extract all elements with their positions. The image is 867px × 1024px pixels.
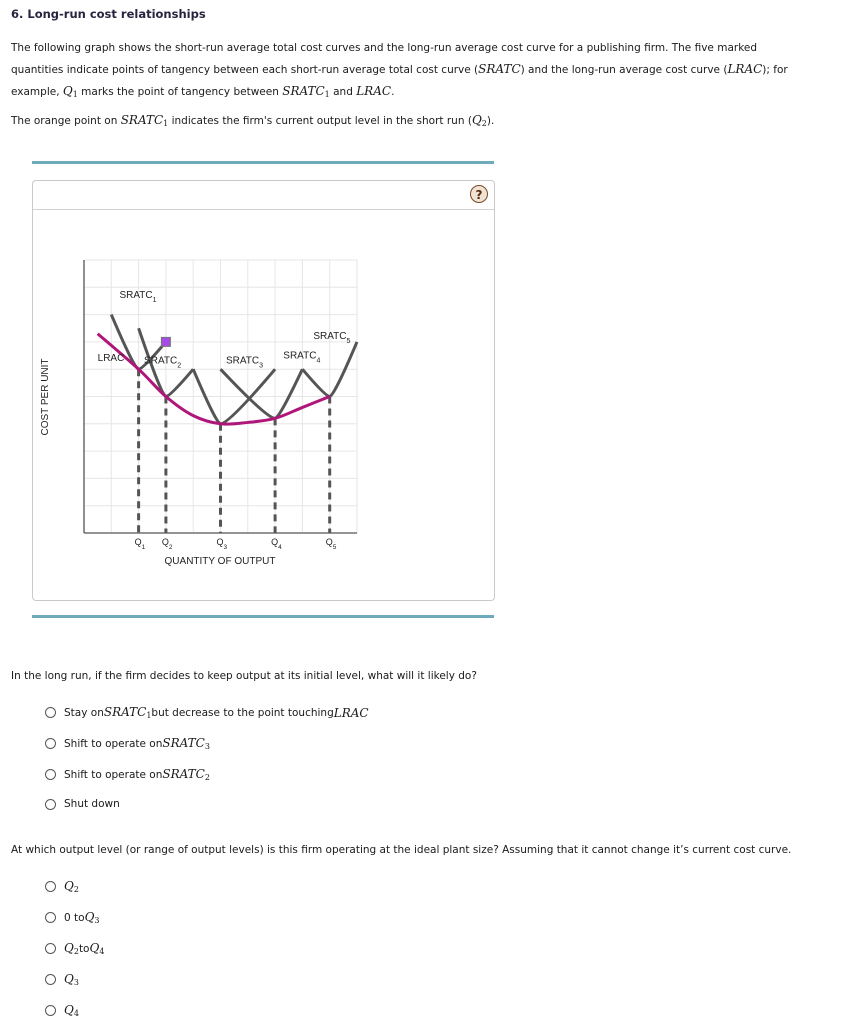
radio-button[interactable] [45,1005,56,1016]
option-text: to [78,942,90,955]
sratc4-label: $SRATC_4$ [283,350,321,365]
current-output-point[interactable] [161,337,170,346]
text: SRATC [120,113,164,127]
text: marks the point of tangency between [77,86,283,98]
radio-button[interactable] [45,707,56,718]
question-2-prompt: At which output level (or range of output levels) is this firm operating at the ideal plant size? Assuming that it cannot change it’s current cost curve. [11,844,792,856]
subscript: 1 [146,711,152,720]
option-text: Stay on [64,706,104,719]
text: Q [471,113,482,127]
math-lrac: LRAC [727,62,763,76]
math-sratc: SRATC [478,62,521,76]
question-1-prompt: In the long run, if the firm decides to keep output at its initial level, what will it likely do? [11,670,477,682]
radio-button[interactable] [45,912,56,923]
option-text: but decrease to the point touching [151,706,334,719]
math-q: $Q_2$ [64,941,79,956]
text: Q [62,84,73,98]
x-tick-labels [135,537,337,551]
radio-button[interactable] [45,799,56,810]
option-text: 0 to [64,911,85,924]
text: example, [11,86,63,98]
subscript: 3 [73,978,79,987]
radio-button[interactable] [45,943,56,954]
option-text: Shut down [64,798,120,810]
sratc5-label: $SRATC_5$ [313,331,351,346]
option-text: Shift to operate on [64,768,163,781]
intro-line-1: The following graph shows the short-run average total cost curves and the long-run average cost curve for a publishing firm. The five marked [11,42,758,54]
radio-button[interactable] [45,738,56,749]
lrac-label: LRAC [97,353,125,365]
subscript: 3 [94,916,100,925]
x-tick-q4: $Q_4$ [271,537,282,551]
subscript: 2 [73,947,79,956]
option-text: Shift to operate on [64,737,163,750]
subscript: 2 [204,773,210,782]
curve-labels [98,290,351,370]
q2-option-5[interactable] [45,1003,79,1018]
math-sratc: $SRATC_2$ [162,767,210,782]
q1-option-4[interactable] [45,798,120,810]
q2-option-3[interactable] [45,941,104,956]
x-tick-q2: $Q_2$ [161,537,173,551]
math-sratc: $SRATC_1$ [103,705,152,720]
q2-option-4[interactable] [45,972,79,987]
subscript: 4 [73,1009,79,1018]
sratc1-label: $SRATC_1$ [119,290,157,305]
radio-button[interactable] [45,974,56,985]
q1-option-3[interactable] [45,767,210,782]
q2-option-2[interactable] [45,910,100,925]
subscript: 3 [204,742,210,751]
radio-button[interactable] [45,881,56,892]
sratc2-label: $SRATC_2$ [144,355,182,370]
text: quantities indicate points of tangency between each short-run average total cost curve ( [11,64,479,76]
x-tick-q1: $Q_1$ [134,537,146,551]
text: ) and the long-run average cost curve ( [520,64,728,76]
math-q: $Q_4$ [64,1003,79,1018]
sub: 1 [324,90,330,99]
math-lrac: LRAC [333,705,369,720]
text: The orange point on [11,115,121,127]
math-q: $Q_3$ [84,910,100,925]
x-axis-label: QUANTITY OF OUTPUT [164,556,276,567]
sub: 1 [163,119,169,128]
text: ); for [762,64,788,76]
radio-button[interactable] [45,769,56,780]
text: ). [486,115,495,127]
text: and [329,86,357,98]
text: . [391,86,395,98]
x-tick-q5: $Q_5$ [325,537,337,551]
x-tick-q3: $Q_3$ [216,537,228,551]
text: indicates the firm's current output level in the short run ( [168,115,472,127]
sub: 1 [72,90,78,99]
math-q: $Q_3$ [64,972,79,987]
math-lrac: LRAC [356,84,392,98]
subscript: 2 [73,885,79,894]
divider-bottom [32,615,494,618]
math-sratc: $SRATC_3$ [162,736,210,751]
sratc4-curve [221,369,303,418]
math-q: $Q_4$ [89,941,105,956]
q2-option-1[interactable] [45,879,79,894]
sratc3-label: $SRATC_3$ [225,355,264,370]
y-axis-label: COST PER UNIT [40,358,51,436]
page-title: 6. Long-run cost relationships [11,7,206,21]
sub: 2 [481,119,487,128]
q1-option-1[interactable] [45,705,369,720]
q1-option-2[interactable] [45,736,210,751]
lrac-curve [98,334,330,424]
subscript: 4 [99,947,105,956]
text: SRATC [282,84,325,98]
help-button[interactable]: ? [470,185,488,203]
math-q: $Q_2$ [64,879,79,894]
